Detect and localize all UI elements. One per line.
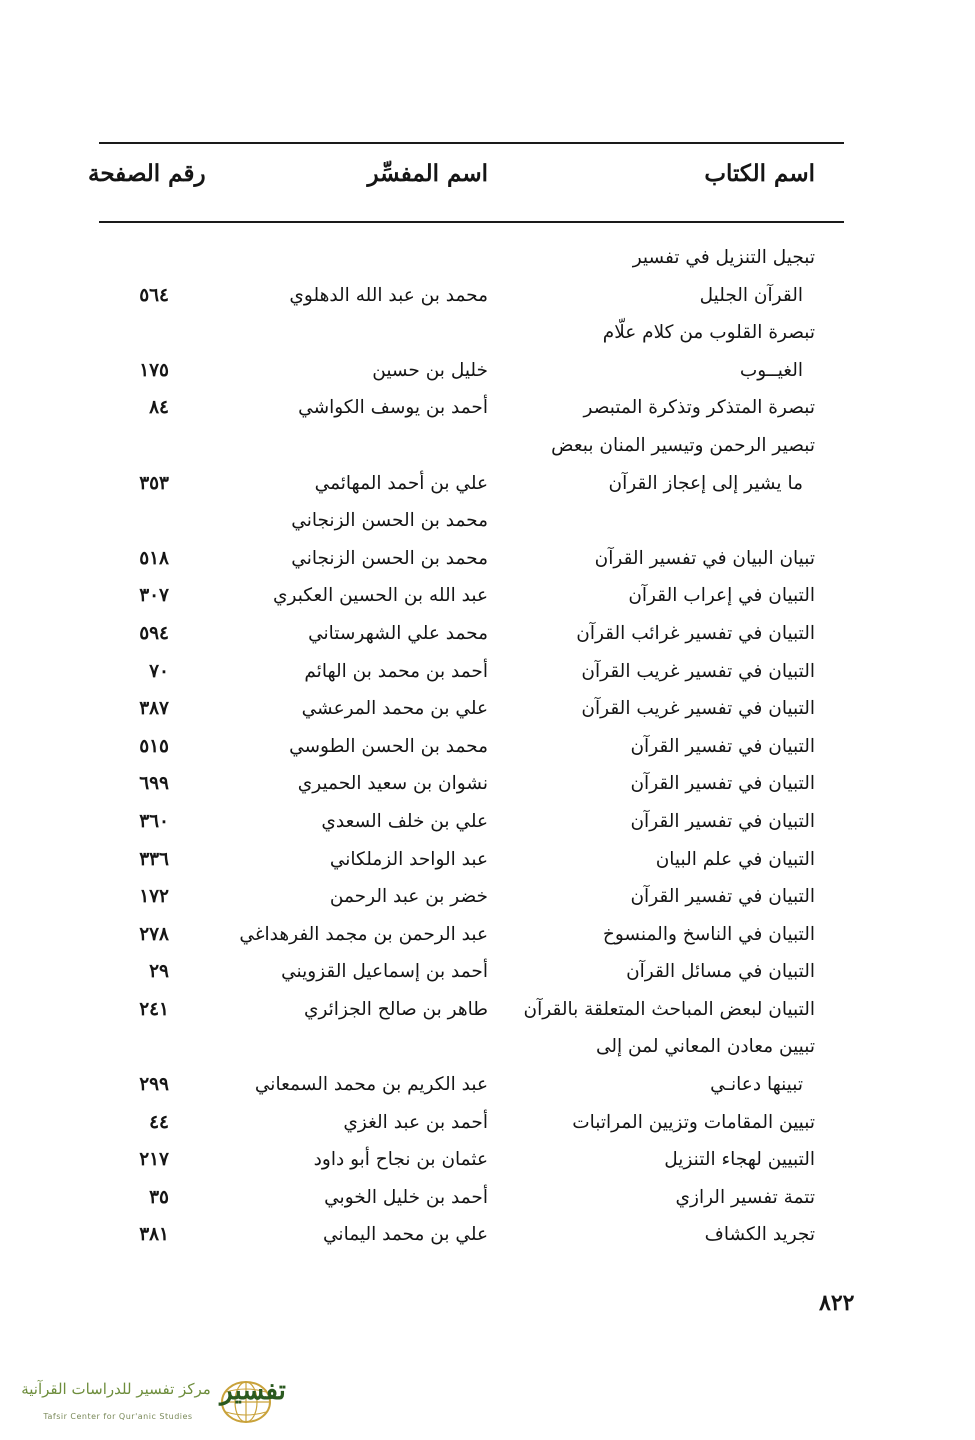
table-row xyxy=(0,542,975,580)
author-name: علي بن محمد اليماني xyxy=(323,1224,488,1246)
author-name: علي بن محمد المرعشي xyxy=(301,698,488,720)
author-name: طاهر بن صالح الجزائري xyxy=(303,998,488,1020)
author-name: عبد الواحد الزملكاني xyxy=(329,848,488,870)
page-ref: ٢٧٨ xyxy=(139,923,169,945)
page-ref: ٥٩٤ xyxy=(139,622,169,644)
page-ref: ٦٩٩ xyxy=(139,773,169,795)
author-name: محمد بن الحسن الزنجاني xyxy=(291,547,488,569)
book-title: التبيان في علم البيان xyxy=(655,848,815,870)
book-title: تتمة تفسير الرازي xyxy=(675,1186,815,1208)
book-title: تبينها دعانـي xyxy=(710,1074,803,1096)
author-name: علي بن خلف السعدي xyxy=(321,810,488,832)
table-row xyxy=(0,730,975,768)
table-row xyxy=(0,1181,975,1219)
author-name: عثمان بن نجاح أبو داود xyxy=(313,1149,488,1171)
page-ref: ٢٤١ xyxy=(139,998,169,1020)
book-title: تبيين معادن المعاني لمن إلى xyxy=(595,1036,815,1058)
page-ref: ٧٠ xyxy=(149,660,169,682)
table-row xyxy=(0,617,975,655)
page-ref: ٥٦٤ xyxy=(139,284,169,306)
book-title: التبيان في تفسير القرآن xyxy=(630,735,815,757)
book-title: الغيــوب xyxy=(739,359,803,381)
book-title: ما يشير إلى إعجاز القرآن xyxy=(608,472,803,494)
author-name: أحمد بن عبد الغزي xyxy=(343,1111,488,1133)
author-name: عبد الكريم بن محمد السمعاني xyxy=(254,1074,488,1096)
author-name: خليل بن حسين xyxy=(372,359,488,381)
book-title: التبيان لبعض المباحث المتعلقة بالقرآن xyxy=(523,998,815,1020)
header-bottom-rule xyxy=(99,221,844,223)
header-top-rule xyxy=(99,142,844,144)
table-row xyxy=(0,918,975,956)
page-ref: ٣٨٧ xyxy=(139,698,169,720)
author-name: محمد علي الشهرستاني xyxy=(308,622,488,644)
author-name: نشوان بن سعيد الحميري xyxy=(297,773,488,795)
table-row xyxy=(0,1218,975,1256)
table-row xyxy=(0,955,975,993)
page-ref: ٥١٨ xyxy=(139,547,169,569)
author-name: أحمد بن محمد بن الهائم xyxy=(304,660,488,682)
page-ref: ٢١٧ xyxy=(139,1149,169,1171)
book-title: التبيان في إعراب القرآن xyxy=(628,585,815,607)
book-title: تبصير الرحمن وتيسير المنان ببعض xyxy=(551,434,815,456)
page-ref: ٥١٥ xyxy=(139,735,169,757)
table-row xyxy=(0,843,975,881)
page-ref: ٤٤ xyxy=(149,1111,169,1133)
book-title: تجريد الكشاف xyxy=(704,1224,815,1246)
book-title: التبيين لهجاء التنزيل xyxy=(664,1149,815,1171)
page-ref: ١٧٢ xyxy=(139,886,169,908)
table-row xyxy=(0,354,975,392)
book-title: تبيين المقامات وتزيين المراتبات xyxy=(572,1111,815,1133)
book-title: التبيان في تفسير القرآن xyxy=(630,773,815,795)
table-row xyxy=(0,1143,975,1181)
author-name: عبد الله بن الحسين العكبري xyxy=(273,585,488,607)
table-row xyxy=(0,1030,975,1068)
table-row xyxy=(0,467,975,505)
page-ref: ٣٥٣ xyxy=(139,472,169,494)
book-title: التبيان في مسائل القرآن xyxy=(626,961,815,983)
book-title: تبصرة المتذكر وتذكرة المتبصر xyxy=(583,397,815,419)
table-row xyxy=(0,767,975,805)
page-ref: ٣٣٦ xyxy=(139,848,169,870)
page-ref: ٨٤ xyxy=(149,397,169,419)
page-ref: ٣٨١ xyxy=(139,1224,169,1246)
table-row xyxy=(0,1068,975,1106)
page-number: ٨٢٢ xyxy=(819,1290,855,1316)
book-title: تبجيل التنزيل في تفسير xyxy=(632,247,815,268)
table-row xyxy=(0,241,975,279)
table-row xyxy=(0,805,975,843)
page-ref: ١٧٥ xyxy=(139,359,169,381)
author-name: خضر بن عبد الرحمن xyxy=(329,886,488,908)
book-title: تبصرة القلوب من كلام علّام xyxy=(602,322,815,344)
author-name: محمد بن عبد الله الدهلوي xyxy=(289,284,488,306)
table-row xyxy=(0,429,975,467)
author-name: أحمد بن يوسف الكواشي xyxy=(298,397,488,419)
header-book-title: اسم الكتاب xyxy=(704,160,815,187)
book-title: التبيان في الناسخ والمنسوخ xyxy=(602,923,815,945)
table-row xyxy=(0,391,975,429)
author-name: أحمد بن خليل الخوبي xyxy=(324,1186,488,1208)
author-name: عبد الرحمن بن مجمد الفرهداغي xyxy=(239,923,488,945)
header-page-number: رقم الصفحة xyxy=(88,160,206,187)
page-ref: ٣٥ xyxy=(149,1186,169,1208)
author-name: أحمد بن إسماعيل القزويني xyxy=(281,961,488,983)
publisher-logo xyxy=(14,1374,289,1434)
index-table-body xyxy=(0,241,975,1256)
author-name: محمد بن الحسن الزنجاني xyxy=(291,510,488,532)
table-row xyxy=(0,504,975,542)
page-ref: ٢٩٩ xyxy=(139,1074,169,1096)
table-row xyxy=(0,692,975,730)
author-name: علي بن أحمد المهائمي xyxy=(314,472,488,494)
header-author-name: اسم المفسِّر xyxy=(367,160,488,187)
table-row xyxy=(0,579,975,617)
table-row xyxy=(0,993,975,1031)
book-title: التبيان في تفسير القرآن xyxy=(630,886,815,908)
table-row xyxy=(0,279,975,317)
page-ref: ٢٩ xyxy=(149,961,169,983)
table-row xyxy=(0,316,975,354)
logo-mark: تفسير xyxy=(220,1376,286,1406)
book-title: التبيان في تفسير غرائب القرآن xyxy=(576,622,815,644)
logo-arabic-name: مركز تفسير للدراسات القرآنية xyxy=(21,1380,211,1398)
table-row xyxy=(0,1106,975,1144)
logo-latin-name: Tafsir Center for Qur'anic Studies xyxy=(43,1412,193,1421)
book-title: التبيان في تفسير غريب القرآن xyxy=(581,698,815,720)
author-name: محمد بن الحسن الطوسي xyxy=(289,735,488,757)
book-title: تبيان البيان في تفسير القرآن xyxy=(594,547,815,569)
table-row xyxy=(0,880,975,918)
book-title: التبيان في تفسير غريب القرآن xyxy=(581,660,815,682)
page-ref: ٣٠٧ xyxy=(139,585,169,607)
page-ref: ٣٦٠ xyxy=(139,810,169,832)
book-title: التبيان في تفسير القرآن xyxy=(630,810,815,832)
book-title: القرآن الجليل xyxy=(699,284,803,306)
table-row xyxy=(0,655,975,693)
